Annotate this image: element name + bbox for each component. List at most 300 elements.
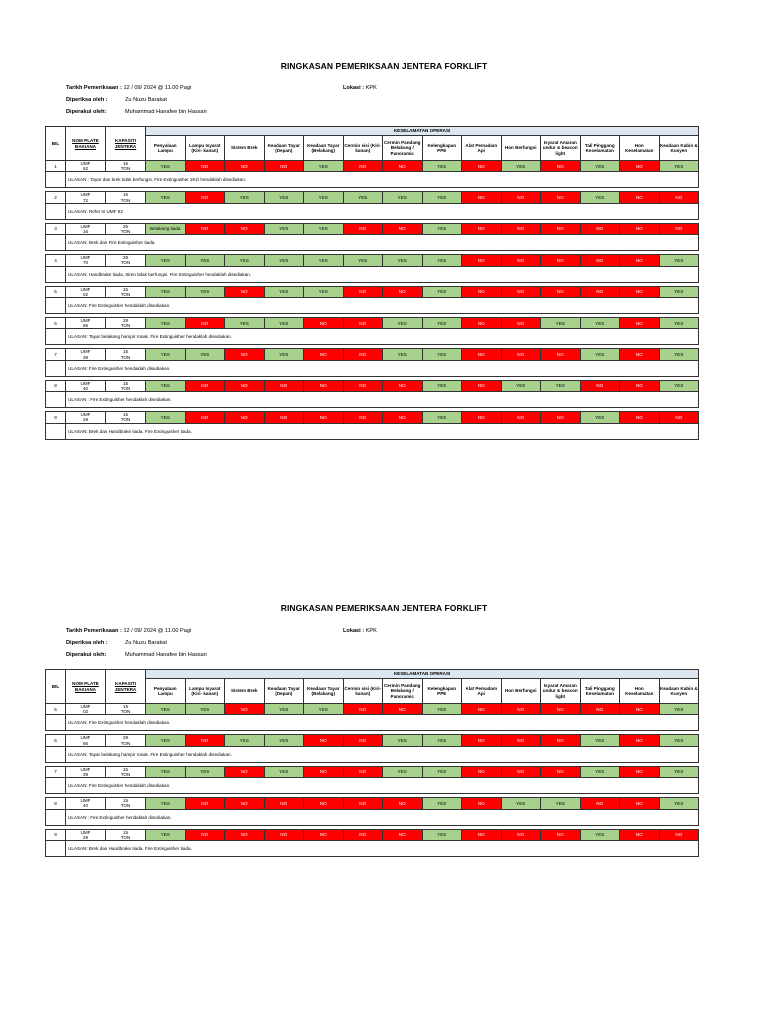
capacity-value: 25 <box>122 223 129 229</box>
note-spacer <box>46 203 66 219</box>
row-capacity <box>106 223 146 234</box>
note-row <box>46 392 699 408</box>
status-cell: YES <box>659 735 699 746</box>
status-cell: NO <box>541 286 581 297</box>
status-cell: NO <box>225 349 265 360</box>
header-column: Alat Pemadam Api <box>462 679 502 704</box>
row-plate <box>66 735 106 746</box>
table-row <box>46 161 699 172</box>
status-cell: YES <box>185 349 225 360</box>
status-cell: NO <box>185 318 225 329</box>
row-plate <box>66 412 106 423</box>
capacity-unit: TON <box>120 166 131 172</box>
status-cell: NO <box>462 798 502 809</box>
status-cell: YES <box>541 318 581 329</box>
plate-prefix: UMF <box>80 255 91 261</box>
capacity-unit: TON <box>120 772 131 778</box>
status-cell: NO <box>225 829 265 840</box>
status-cell: YES <box>659 255 699 266</box>
status-cell: YES <box>580 412 620 423</box>
status-cell: NO <box>620 192 660 203</box>
status-cell: NO <box>462 735 502 746</box>
status-cell: YES <box>185 704 225 715</box>
status-cell: NO <box>185 798 225 809</box>
capacity-value: 15 <box>122 380 129 386</box>
note-spacer <box>46 266 66 282</box>
plate-number: 02 <box>82 709 89 715</box>
diperiksa-label-2: Diperiksa oleh : <box>66 640 108 646</box>
table-row <box>46 798 699 809</box>
status-cell: YES <box>264 318 304 329</box>
row-plate <box>66 255 106 266</box>
status-cell: NO <box>383 412 423 423</box>
capacity-value: 15 <box>122 161 129 166</box>
status-cell: NO <box>659 192 699 203</box>
capacity-value: 15 <box>122 798 129 804</box>
capacity-unit: TON <box>120 354 131 360</box>
header-keselamatan-operasi: KESELAMATAN OPERASI <box>146 127 699 136</box>
row-plate <box>66 766 106 777</box>
note-spacer <box>46 392 66 408</box>
status-cell: NO <box>462 349 502 360</box>
capacity-value: 28 <box>122 735 129 741</box>
status-cell: NO <box>462 161 502 172</box>
status-cell: NO <box>343 161 383 172</box>
header-column: Tali Pinggang Keselamatan <box>580 679 620 704</box>
capacity-unit: TON <box>120 417 131 423</box>
row-capacity <box>106 412 146 423</box>
status-cell: YES <box>304 255 344 266</box>
plate-number: 40 <box>82 803 89 809</box>
header-column: Keadaan Kabin & Kusyen <box>659 679 699 704</box>
status-cell: NO <box>580 798 620 809</box>
status-cell: NO <box>185 161 225 172</box>
status-cell: YES <box>422 735 462 746</box>
status-cell: YES <box>185 255 225 266</box>
table-row <box>46 255 699 266</box>
header-column: Keadaan Kabin & Kusyen <box>659 136 699 161</box>
capacity-unit: TON <box>120 197 131 203</box>
header-column: Cermin sisi (Kiri-kanan) <box>343 136 383 161</box>
table-row <box>46 223 699 234</box>
status-cell: NO <box>620 798 660 809</box>
diperakui-label: Diperakui oleh: <box>66 109 107 115</box>
status-cell: NO <box>343 829 383 840</box>
note-spacer <box>46 423 66 439</box>
row-capacity <box>106 798 146 809</box>
status-cell: YES <box>146 766 186 777</box>
lokasi-row <box>343 85 377 91</box>
tarikh-row <box>66 85 191 91</box>
status-cell: NO <box>501 318 541 329</box>
note-row <box>46 423 699 439</box>
status-cell: NO <box>462 766 502 777</box>
row-capacity <box>106 766 146 777</box>
row-capacity <box>106 255 146 266</box>
status-cell: NO <box>580 286 620 297</box>
status-cell: NO <box>225 412 265 423</box>
header-column: Lampu Isyarat (Kiri- kanan) <box>185 136 225 161</box>
row-bil: 9 <box>46 829 66 840</box>
row-bil: 5 <box>46 704 66 715</box>
status-cell: YES <box>659 318 699 329</box>
diperiksa-value-2: Zu Nuzu Barakat <box>125 640 167 646</box>
status-cell: NO <box>304 380 344 391</box>
lokasi-label: Lokasi : <box>343 85 365 91</box>
row-plate <box>66 192 106 203</box>
status-cell: NO <box>343 223 383 234</box>
row-bil: 1 <box>46 161 66 172</box>
status-cell: YES <box>146 704 186 715</box>
header-column: Hon Berfungsi <box>501 136 541 161</box>
row-plate <box>66 349 106 360</box>
status-cell: YES <box>422 766 462 777</box>
plate-number: 02 <box>82 291 89 297</box>
plate-prefix: UMF <box>80 798 91 804</box>
capacity-unit: TON <box>120 323 131 329</box>
report-title: RINGKASAN PEMERIKSAAN JENTERA FORKLIFT <box>280 61 488 71</box>
status-cell: YES <box>580 766 620 777</box>
status-cell: NO <box>343 798 383 809</box>
capacity-unit: TON <box>120 709 131 715</box>
table-row <box>46 192 699 203</box>
status-cell: NO <box>580 704 620 715</box>
diperakui-label-2: Diperakui oleh: <box>66 652 107 658</box>
note-spacer <box>46 809 66 825</box>
row-bil: 4 <box>46 255 66 266</box>
header-column: Isyarat Amaran undur & beacon light <box>541 679 581 704</box>
status-cell: YES <box>185 766 225 777</box>
note-row <box>46 360 699 376</box>
lokasi-value: KPK <box>365 85 377 91</box>
status-cell: NO <box>462 223 502 234</box>
status-cell: NO <box>383 798 423 809</box>
status-cell: YES <box>146 192 186 203</box>
status-cell: NO <box>383 829 423 840</box>
table-row <box>46 318 699 329</box>
status-cell: NO <box>620 349 660 360</box>
status-cell: YES <box>422 349 462 360</box>
note-spacer <box>46 235 66 251</box>
status-cell: YES <box>264 192 304 203</box>
row-plate <box>66 223 106 234</box>
status-cell: NO <box>185 380 225 391</box>
status-cell: NO <box>501 349 541 360</box>
plate-number: 70 <box>82 260 89 266</box>
header-column: Lampu Isyarat (Kiri- kanan) <box>185 679 225 704</box>
ulasan-note: ULASAN: Tayar belakang hampir rosak. Fire Extinguisher hendaklah disediakan. <box>66 746 699 762</box>
status-cell: NO <box>541 829 581 840</box>
status-cell: YES <box>422 161 462 172</box>
status-cell: YES <box>580 161 620 172</box>
status-cell: YES <box>185 286 225 297</box>
ulasan-note: ULASAN: Brek dan Handbrake tiada. Fire Extinguisher tiada. <box>66 841 699 857</box>
note-row <box>46 841 699 857</box>
status-cell: YES <box>422 412 462 423</box>
status-cell: NO <box>541 349 581 360</box>
row-bil: 8 <box>46 380 66 391</box>
status-cell: NO <box>501 704 541 715</box>
capacity-unit: TON <box>120 834 131 840</box>
plate-number: 39 <box>82 354 89 360</box>
header-column: Keadaan Tayar (Depan) <box>264 679 304 704</box>
capacity-unit: TON <box>120 803 131 809</box>
plate-prefix: UMF <box>80 286 91 292</box>
plate-number: 29 <box>82 834 89 840</box>
capacity-value: 15 <box>122 829 129 835</box>
header-column: Hon Berfungsi <box>501 679 541 704</box>
status-cell: NO <box>304 829 344 840</box>
status-cell: YES <box>146 829 186 840</box>
status-cell: YES <box>580 192 620 203</box>
status-cell: NO <box>541 223 581 234</box>
status-cell: YES <box>659 161 699 172</box>
row-capacity <box>106 161 146 172</box>
status-cell: NO <box>383 704 423 715</box>
plate-prefix: UMF <box>80 380 91 386</box>
table-row <box>46 766 699 777</box>
capacity-unit: TON <box>120 260 131 266</box>
status-cell: NO <box>620 318 660 329</box>
status-cell: YES <box>659 704 699 715</box>
plate-prefix: UMF <box>80 161 91 166</box>
status-cell: YES <box>146 255 186 266</box>
table-row <box>46 829 699 840</box>
status-cell: YES <box>146 380 186 391</box>
diperakui-value: Muhammad Hanafee bin Hassan <box>125 109 207 115</box>
row-plate <box>66 286 106 297</box>
capacity-value: 28 <box>122 255 129 261</box>
row-plate <box>66 798 106 809</box>
status-cell: NO <box>501 829 541 840</box>
status-cell: YES <box>422 255 462 266</box>
ulasan-note: ULASAN: Brek dan Fire Extinguisher tiada. <box>66 235 699 251</box>
plate-prefix: UMF <box>80 192 91 198</box>
status-cell: YES <box>264 735 304 746</box>
status-cell: NO <box>225 380 265 391</box>
row-bil: 3 <box>46 223 66 234</box>
status-cell: NO <box>462 286 502 297</box>
status-cell: NO <box>304 412 344 423</box>
row-plate <box>66 829 106 840</box>
status-cell: YES <box>659 766 699 777</box>
capacity-value: 15 <box>122 412 129 418</box>
row-gap <box>46 857 699 861</box>
row-capacity <box>106 192 146 203</box>
status-cell: NO <box>620 735 660 746</box>
note-row <box>46 235 699 251</box>
status-cell: YES <box>264 223 304 234</box>
table-row <box>46 735 699 746</box>
status-cell: NO <box>659 829 699 840</box>
row-capacity <box>106 735 146 746</box>
header-capacity: KAPASITI JENTERA <box>106 127 146 161</box>
ulasan-note: ULASAN: Tayar belakang hampir rosak. Fire Extinguisher hendaklah disediakan. <box>66 329 699 345</box>
status-cell: NO <box>659 223 699 234</box>
ulasan-note: ULASAN: Brek dan Handbrake tiada. Fire Extinguisher tiada. <box>66 423 699 439</box>
status-cell: NO <box>343 349 383 360</box>
plate-number: 66 <box>82 323 89 329</box>
status-cell: NO <box>185 223 225 234</box>
plate-prefix: UMF <box>80 829 91 835</box>
table-row <box>46 286 699 297</box>
row-plate <box>66 161 106 172</box>
status-cell: NO <box>264 829 304 840</box>
note-row <box>46 298 699 314</box>
status-cell: NO <box>462 412 502 423</box>
status-cell: NO <box>541 704 581 715</box>
note-row <box>46 203 699 219</box>
header-column: Penyalaan Lampu <box>146 679 186 704</box>
status-cell: YES <box>146 735 186 746</box>
status-cell: NO <box>462 318 502 329</box>
capacity-unit: TON <box>120 740 131 746</box>
capacity-value: 15 <box>122 349 129 355</box>
status-cell: YES <box>422 318 462 329</box>
status-cell: YES <box>225 735 265 746</box>
status-cell: NO <box>580 223 620 234</box>
header-bil: BIL <box>46 670 66 704</box>
status-cell: NO <box>541 161 581 172</box>
plate-number: 39 <box>82 772 89 778</box>
status-cell: NO <box>225 766 265 777</box>
status-cell: NO <box>620 380 660 391</box>
status-cell: YES <box>659 380 699 391</box>
status-cell: YES <box>264 255 304 266</box>
ulasan-note: ULASAN: Fire Extinguisher hendaklah disediakan. <box>66 360 699 376</box>
row-bil: 6 <box>46 735 66 746</box>
status-cell: NO <box>304 318 344 329</box>
note-row <box>46 172 699 188</box>
status-cell: NO <box>304 349 344 360</box>
capacity-value: 15 <box>122 286 129 292</box>
lokasi-row-2: Lokasi : KPK <box>343 628 377 634</box>
header-bil: BIL <box>46 127 66 161</box>
status-cell: YES <box>422 704 462 715</box>
status-cell: NO <box>264 161 304 172</box>
status-cell: YES <box>304 223 344 234</box>
header-column: Sistem Brek <box>225 136 265 161</box>
status-cell: YES <box>304 192 344 203</box>
header-column: Cermin sisi (Kiri-kanan) <box>343 679 383 704</box>
status-cell: NO <box>620 255 660 266</box>
status-cell: YES <box>225 255 265 266</box>
status-cell: NO <box>462 829 502 840</box>
note-spacer <box>46 841 66 857</box>
row-capacity <box>106 286 146 297</box>
header-column: Keadaan Tayar (Belakang) <box>304 136 344 161</box>
status-cell: YES <box>146 412 186 423</box>
status-cell: YES <box>343 192 383 203</box>
status-cell: NO <box>620 704 660 715</box>
row-plate <box>66 704 106 715</box>
status-cell: NO <box>462 192 502 203</box>
status-cell: YES <box>304 286 344 297</box>
status-cell: NO <box>501 192 541 203</box>
status-cell: YES <box>659 286 699 297</box>
row-gap <box>46 439 699 443</box>
status-cell: NO <box>620 766 660 777</box>
status-cell: NO <box>343 766 383 777</box>
header-column: Cermin Pandang Belakang / Panoramic <box>383 679 423 704</box>
ulasan-note: ULASAN : Tayar dan brek tidak berfungsi. Fire Extinguisher 2KG hendaklah disediakan. <box>66 172 699 188</box>
status-cell: NO <box>343 380 383 391</box>
diperiksa-value: Zu Nuzu Barakat <box>125 97 167 103</box>
row-plate <box>66 318 106 329</box>
status-cell: NO <box>541 255 581 266</box>
table-row <box>46 704 699 715</box>
row-capacity <box>106 829 146 840</box>
table-row <box>46 349 699 360</box>
status-cell: NO <box>501 766 541 777</box>
note-row <box>46 266 699 282</box>
status-cell: YES <box>541 380 581 391</box>
status-cell: YES <box>580 349 620 360</box>
status-cell: NO <box>343 412 383 423</box>
status-cell: NO <box>225 704 265 715</box>
gap-cell <box>46 439 699 443</box>
capacity-value: 15 <box>122 192 129 198</box>
plate-number: 16 <box>82 229 89 235</box>
status-cell: YES <box>659 798 699 809</box>
status-cell: NO <box>185 192 225 203</box>
status-cell: NO <box>383 161 423 172</box>
status-cell: NO <box>304 766 344 777</box>
status-cell: YES <box>264 349 304 360</box>
note-row <box>46 746 699 762</box>
note-row <box>46 809 699 825</box>
row-bil: 8 <box>46 798 66 809</box>
plate-prefix: UMF <box>80 349 91 355</box>
status-cell: YES <box>422 223 462 234</box>
status-cell: YES <box>422 286 462 297</box>
status-cell: NO <box>620 223 660 234</box>
status-cell: YES <box>422 798 462 809</box>
status-cell: YES <box>146 318 186 329</box>
status-cell: YES <box>383 766 423 777</box>
header-capacity: KAPASITI JENTERA <box>106 670 146 704</box>
tarikh-row-2: Tarikh Pemeriksaan : 12 / 09/ 2024 @ 11.00 Pagi <box>66 628 192 634</box>
status-cell: NO <box>462 255 502 266</box>
status-cell: NO <box>501 412 541 423</box>
status-cell: NO <box>343 286 383 297</box>
status-cell: YES <box>501 798 541 809</box>
status-cell: YES <box>146 349 186 360</box>
note-spacer <box>46 778 66 794</box>
status-cell: YES <box>383 735 423 746</box>
status-cell: Belakang tiada <box>146 223 186 234</box>
plate-prefix: UMF <box>80 223 91 229</box>
status-cell: NO <box>185 735 225 746</box>
status-cell: YES <box>304 161 344 172</box>
status-cell: NO <box>541 412 581 423</box>
ulasan-note: ULASAN : Fire Extinguisher hendaklah disediakan. <box>66 392 699 408</box>
note-row <box>46 715 699 731</box>
status-cell: NO <box>501 255 541 266</box>
header-column: Keadaan Tayar (Depan) <box>264 136 304 161</box>
status-cell: YES <box>146 286 186 297</box>
status-cell: NO <box>620 829 660 840</box>
status-cell: YES <box>422 192 462 203</box>
capacity-value: 15 <box>122 766 129 772</box>
capacity-value: 15 <box>122 704 129 709</box>
status-cell: NO <box>304 798 344 809</box>
inspection-table-2 <box>45 669 699 860</box>
row-bil: 7 <box>46 349 66 360</box>
status-cell: YES <box>501 380 541 391</box>
ulasan-note: ULASAN: Fire Extinguisher hendaklah disediakan. <box>66 715 699 731</box>
capacity-unit: TON <box>120 229 131 235</box>
